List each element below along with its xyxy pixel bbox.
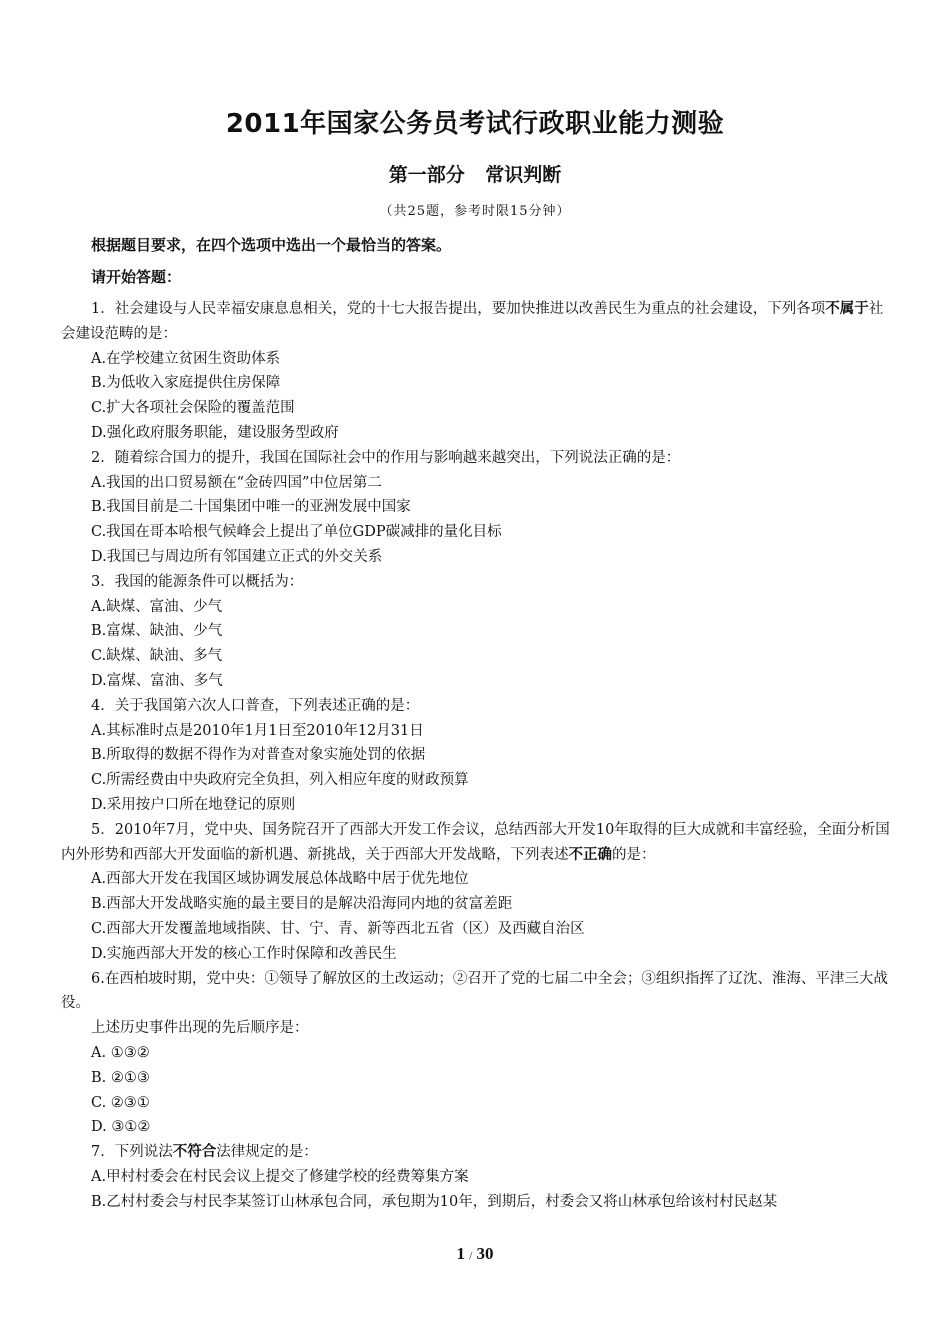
- q4-option-a: A.其标准时点是2010年1月1日至2010年12月31日: [91, 722, 424, 739]
- q5-option-c: C.西部大开发覆盖地域指陕、甘、宁、青、新等西北五省（区）及西藏自治区: [91, 920, 585, 937]
- q2-option-a: A.我国的出口贸易额在“金砖四国”中位居第二: [91, 474, 382, 491]
- q6-option-d: D. ③①②: [91, 1119, 151, 1136]
- start-prompt: 请开始答题：: [91, 268, 182, 286]
- question-3: 3．我国的能源条件可以概括为：: [91, 573, 304, 590]
- q4-option-d: D.采用按户口所在地登记的原则: [91, 796, 296, 813]
- page-number: 1 / 30: [456, 1244, 494, 1263]
- q7-option-a: A.甲村村委会在村民会议上提交了修建学校的经费筹集方案: [91, 1168, 469, 1185]
- q3-option-b: B.富煤、缺油、少气: [91, 623, 223, 640]
- q4-option-c: C.所需经费由中央政府完全负担，列入相应年度的财政预算: [91, 772, 469, 789]
- q6-option-a: A. ①③②: [91, 1044, 150, 1061]
- question-7: 7．下列说法不符合法律规定的是：: [91, 1144, 318, 1161]
- question-5: 5．2010年7月，党中央、国务院召开了西部大开发工作会议，总结西部大开发10年取得的巨大成就和丰富经验，全面分析国内外形势和西部大开发面临的新机遇、新挑战，关于西部大开发战略，下列表述不正确的是：: [61, 821, 890, 863]
- question-6: 6.在西柏坡时期，党中央：①领导了解放区的土改运动；②召开了党的七届二中全会；③组织指挥了辽沈、淮海、平津三大战役。: [61, 970, 888, 1012]
- q5-option-b: B.西部大开发战略实施的最主要目的是解决沿海同内地的贫富差距: [91, 896, 513, 913]
- q3-option-d: D.富煤、富油、多气: [91, 672, 223, 689]
- instruction: 根据题目要求，在四个选项中选出一个最恰当的答案。: [91, 236, 452, 254]
- q1-option-a: A.在学校建立贫困生资助体系: [91, 350, 281, 367]
- q1-option-b: B.为低收入家庭提供住房保障: [91, 375, 281, 392]
- q3-option-a: A.缺煤、富油、少气: [91, 598, 223, 615]
- q2-option-b: B.我国目前是二十国集团中唯一的亚洲发展中国家: [91, 499, 411, 516]
- q5-option-d: D.实施西部大开发的核心工作时保障和改善民生: [91, 945, 397, 962]
- q5-option-a: A.西部大开发在我国区域协调发展总体战略中居于优先地位: [91, 871, 469, 888]
- q7-option-b: B.乙村村委会与村民李某签订山林承包合同，承包期为10年，到期后，村委会又将山林承包给该村村民赵某: [91, 1193, 778, 1210]
- q2-option-c: C.我国在哥本哈根气候峰会上提出了单位GDP碳减排的量化目标: [91, 524, 502, 541]
- q6-option-b: B. ②①③: [91, 1069, 150, 1086]
- question-6-prompt: 上述历史事件出现的先后顺序是：: [91, 1020, 309, 1037]
- q1-option-c: C.扩大各项社会保险的覆盖范围: [91, 400, 295, 417]
- q4-option-b: B.所取得的数据不得作为对普查对象实施处罚的依据: [91, 747, 426, 764]
- section-title: 第一部分 常识判断: [388, 164, 562, 186]
- q2-option-d: D.我国已与周边所有邻国建立正式的外交关系: [91, 548, 383, 565]
- q6-option-c: C. ②③①: [91, 1094, 150, 1111]
- document-title: 2011年国家公务员考试行政职业能力测验: [225, 109, 725, 139]
- q1-option-d: D.强化政府服务职能，建设服务型政府: [91, 424, 339, 441]
- question-list: [61, 297, 894, 1214]
- question-2: 2．随着综合国力的提升，我国在国际社会中的作用与影响越来越突出，下列说法正确的是：: [91, 449, 681, 466]
- question-4: 4．关于我国第六次人口普查，下列表述正确的是：: [91, 697, 420, 714]
- question-1: 1．社会建设与人民幸福安康息息相关，党的十七大报告提出，要加快推进以改善民生为重点的社会建设，下列各项不属于社会建设范畴的是：: [61, 301, 884, 342]
- section-note: （共25题，参考时限15分钟）: [379, 204, 571, 219]
- q3-option-c: C.缺煤、缺油、多气: [91, 648, 223, 665]
